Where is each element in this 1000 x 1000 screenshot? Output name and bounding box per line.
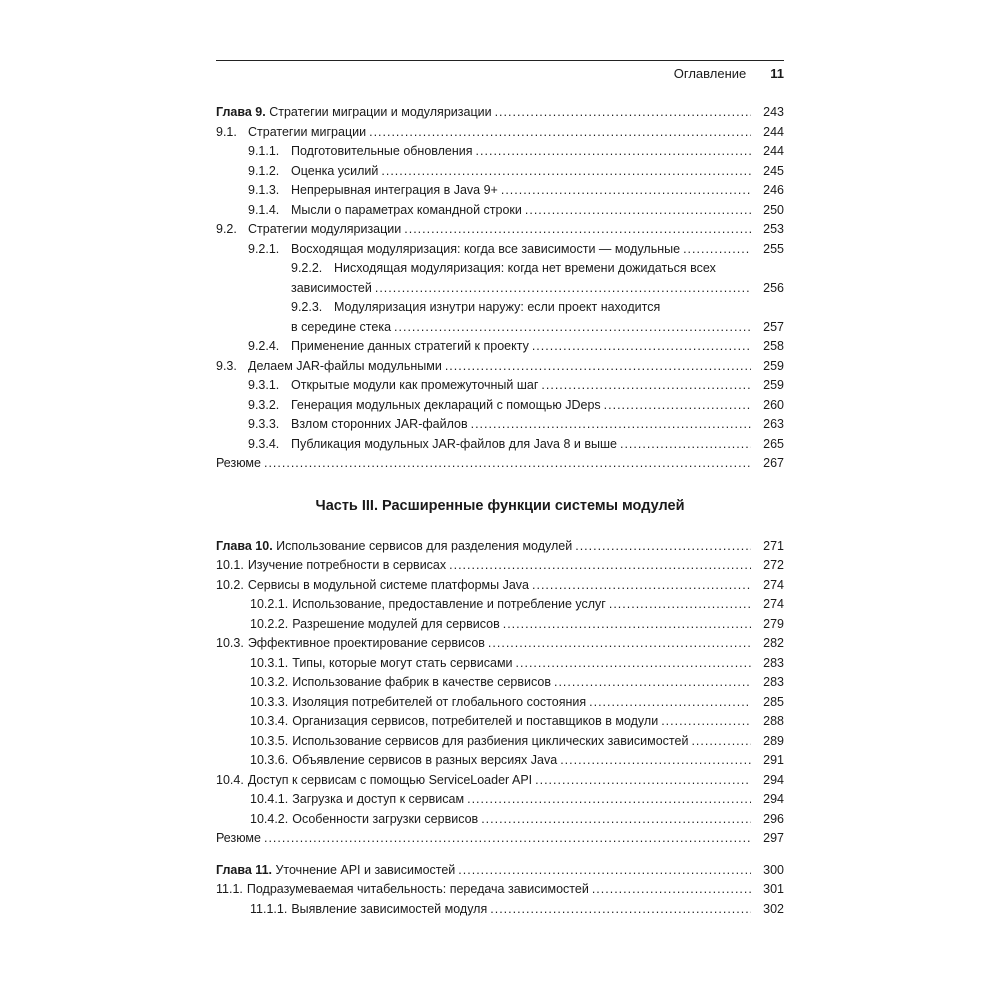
entry-page: 296 [763, 811, 784, 826]
entry-number: 9.1.2. [248, 163, 280, 178]
chapter-title: Использование сервисов для разделения модулей [276, 538, 573, 553]
entry-number: 9.2.4. [248, 339, 280, 353]
toc-subsection-entry [216, 751, 784, 771]
part-title: Часть III. Расширенные функции системы модулей [315, 497, 685, 514]
entry-number: 9.1. [216, 124, 237, 139]
entry-page: 274 [763, 577, 784, 592]
toc-subsection-entry [216, 732, 784, 752]
entry-title: Восходящая модуляризация: когда все зависимости — модульные [291, 241, 681, 256]
toc-subsection-entry [216, 693, 784, 713]
entry-continuation [216, 279, 784, 299]
entry-number: 10.3.4. [250, 714, 289, 728]
entry-number: 10.2.1. [250, 597, 289, 611]
toc-subsection-entry [216, 259, 784, 298]
entry-number: 10.3.6. [250, 753, 289, 767]
entry-number: 10.2.2. [250, 616, 289, 631]
entry-title-line2: зависимостей [291, 280, 372, 295]
entry-number: 9.3.2. [248, 397, 280, 412]
toc-subsection-entry [216, 654, 784, 674]
entry-title: Подразумеваемая читабельность: передача зависимостей [246, 882, 589, 896]
entry-title: Непрерывная интеграция в Java 9+ [291, 183, 498, 197]
chapter-page: 300 [763, 862, 784, 877]
entry-title: Загрузка и доступ к сервисам [292, 792, 465, 806]
entry-title: Изучение потребности в сервисах [247, 558, 447, 572]
entry-number: 9.3. [216, 358, 237, 373]
entry-number: 10.4.1. [250, 792, 289, 806]
entry-title: Генерация модульных деклараций с помощью JDeps [291, 397, 601, 412]
entry-number: 10.3.5. [250, 733, 289, 748]
toc-subsection-entry [216, 240, 784, 260]
toc-subsection-entry [216, 900, 784, 920]
entry-number: 9.2. [216, 222, 237, 236]
toc-subsection-entry [216, 615, 784, 635]
chapter-page: 271 [763, 538, 784, 553]
chapter-label: Глава 11. [216, 862, 272, 877]
entry-title: Делаем JAR-файлы модульными [248, 358, 442, 373]
chapter-label: Глава 10. [216, 538, 273, 553]
summary-page: 267 [763, 456, 784, 470]
toc-chapter-10 [216, 537, 784, 557]
entry-title: Изоляция потребителей от глобального состояния [292, 694, 587, 709]
entry-page: 260 [763, 397, 784, 412]
entry-page: 259 [763, 378, 784, 392]
entry-number: 9.3.4. [248, 436, 280, 451]
entry-title: Доступ к сервисам с помощью ServiceLoader API [247, 772, 533, 787]
entry-title: Типы, которые могут стать сервисами [292, 655, 513, 670]
entry-number: 10.1. [216, 558, 244, 572]
entry-number: 10.3. [216, 636, 244, 650]
entry-title: Подготовительные обновления [291, 144, 473, 158]
entry-page: 253 [763, 222, 784, 236]
header-page-number: 11 [770, 66, 784, 81]
entry-title: Мысли о параметрах командной строки [291, 202, 522, 217]
entry-title: Особенности загрузки сервисов [292, 811, 479, 826]
entry-page: 302 [763, 901, 784, 916]
entry-title: Сервисы в модульной системе платформы Java [247, 577, 529, 592]
entry-title: Выявление зависимостей модуля [291, 901, 488, 916]
entry-title: Эффективное проектирование сервисов [247, 636, 485, 650]
toc-chapter-9 [216, 103, 784, 123]
entry-page: 250 [763, 202, 784, 217]
entry-number: 9.3.3. [248, 417, 280, 431]
entry-number: 10.2. [216, 577, 244, 592]
entry-title: Открытые модули как промежуточный шаг [291, 378, 539, 392]
entry-page: 283 [763, 675, 784, 689]
toc-subsection-entry [216, 712, 784, 732]
header-title: Оглавление [673, 66, 747, 81]
entry-number: 9.2.1. [248, 241, 280, 256]
entry-title: Организация сервисов, потребителей и поставщиков в модули [292, 714, 659, 728]
toc-subsection-entry [216, 337, 784, 357]
toc-chapter-11 [216, 861, 784, 881]
entry-title: Публикация модульных JAR-файлов для Java 8 и выше [291, 436, 617, 451]
entry-title: Использование фабрик в качестве сервисов [292, 675, 551, 689]
header-rule [216, 60, 784, 61]
entry-title: Объявление сервисов в разных версиях Java [292, 753, 558, 767]
chapter-label: Глава 9. [216, 105, 266, 119]
entry-number: 9.2.2. [291, 261, 323, 275]
entry-page: 256 [763, 280, 784, 295]
toc-summary [216, 454, 784, 474]
summary-page: 297 [763, 831, 784, 845]
entry-number: 10.4. [216, 772, 244, 787]
entry-page: 274 [763, 597, 784, 611]
toc-section-entry [216, 771, 784, 791]
toc-subsection-entry [216, 201, 784, 221]
entry-page: 255 [763, 241, 784, 256]
entry-page: 301 [763, 882, 784, 896]
entry-page: 288 [763, 714, 784, 728]
entry-number: 9.1.4. [248, 202, 280, 217]
entry-title: Применение данных стратегий к проекту [291, 339, 529, 353]
entry-title-line1: Нисходящая модуляризация: когда нет времени дожидаться всех [334, 261, 716, 275]
toc-section-entry [216, 634, 784, 654]
entry-page: 285 [763, 694, 784, 709]
entry-page: 263 [763, 417, 784, 431]
toc-subsection-entry [216, 162, 784, 182]
summary-title: Резюме [216, 456, 261, 470]
entry-number: 9.1.3. [248, 183, 280, 197]
entry-page: 265 [763, 436, 784, 451]
toc-section-entry [216, 123, 784, 143]
entry-page: 283 [763, 655, 784, 670]
entry-page: 294 [763, 772, 784, 787]
entry-title: Разрешение модулей для сервисов [292, 616, 500, 631]
entry-number: 9.3.1. [248, 378, 280, 392]
entry-number: 9.2.3. [291, 300, 323, 314]
entry-page: 282 [763, 636, 784, 650]
entry-number: 10.4.2. [250, 811, 289, 826]
entry-page: 294 [763, 792, 784, 806]
running-header [674, 66, 784, 81]
chapter-title: Стратегии миграции и модуляризации [269, 105, 492, 119]
toc-subsection-entry [216, 396, 784, 416]
entry-page: 244 [763, 144, 784, 158]
entry-number: 10.3.3. [250, 694, 289, 709]
entry-page: 246 [763, 183, 784, 197]
toc-subsection-entry [216, 142, 784, 162]
entry-title-line2: в середине стека [291, 319, 392, 334]
toc-subsection-entry [216, 673, 784, 693]
chapter-title: Уточнение API и зависимостей [275, 862, 456, 877]
entry-page: 245 [763, 163, 784, 178]
entry-title: Взлом сторонних JAR-файлов [291, 417, 468, 431]
entry-page: 259 [763, 358, 784, 373]
entry-page: 289 [763, 733, 784, 748]
toc-section-entry [216, 220, 784, 240]
toc-subsection-entry [216, 298, 784, 337]
toc-subsection-entry [216, 790, 784, 810]
entry-page: 272 [763, 558, 784, 572]
toc-section-entry [216, 556, 784, 576]
entry-page: 244 [763, 124, 784, 139]
toc-subsection-entry [216, 376, 784, 396]
toc-section-entry [216, 576, 784, 596]
toc-subsection-entry [216, 181, 784, 201]
entry-title: Стратегии модуляризации [248, 222, 402, 236]
entry-number: 10.3.1. [250, 655, 289, 670]
entry-number: 9.1.1. [248, 144, 280, 158]
toc-section-entry [216, 357, 784, 377]
toc-subsection-entry [216, 415, 784, 435]
entry-page: 258 [763, 339, 784, 353]
toc-section-entry [216, 880, 784, 900]
toc-summary [216, 829, 784, 849]
entry-page: 291 [763, 753, 784, 767]
entry-page: 279 [763, 616, 784, 631]
toc-subsection-entry [216, 810, 784, 830]
chapter-page: 243 [763, 105, 784, 119]
entry-number: 10.3.2. [250, 675, 289, 689]
toc-subsection-entry [216, 595, 784, 615]
entry-number: 11.1.1. [250, 901, 288, 916]
entry-title-line1: Модуляризация изнутри наружу: если проект находится [334, 300, 661, 314]
entry-number: 11.1. [216, 882, 243, 896]
entry-title: Использование, предоставление и потребление услуг [292, 597, 606, 611]
toc-subsection-entry [216, 435, 784, 455]
entry-page: 257 [763, 319, 784, 334]
summary-title: Резюме [216, 831, 261, 845]
entry-title: Использование сервисов для разбиения циклических зависимостей [292, 733, 689, 748]
entry-title: Стратегии миграции [248, 124, 367, 139]
table-of-contents [216, 103, 784, 919]
entry-continuation [216, 318, 784, 338]
entry-title: Оценка усилий [291, 163, 379, 178]
